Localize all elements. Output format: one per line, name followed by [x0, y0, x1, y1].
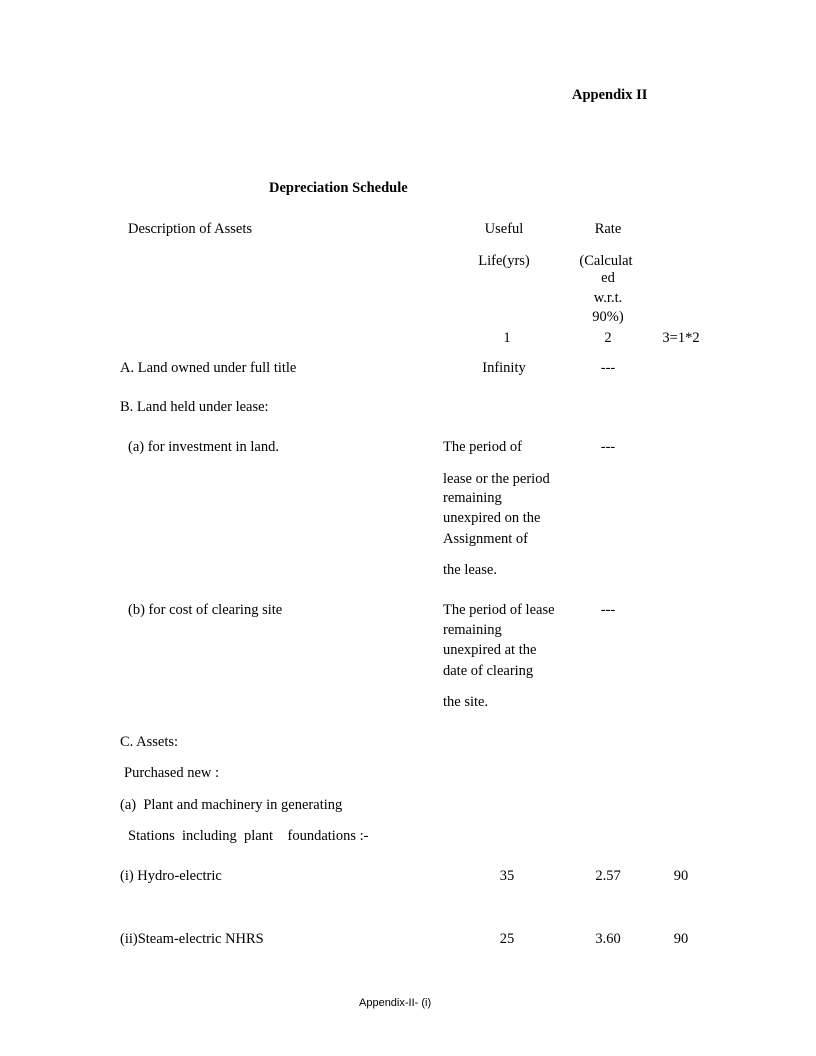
row-a-life: Infinity [482, 360, 526, 376]
appendix-title: Appendix II [572, 87, 648, 103]
row-bb-life-5: the site. [443, 694, 489, 710]
row-bb-life-4: date of clearing [443, 663, 534, 679]
row-ba-life-4: unexpired on the [443, 510, 541, 526]
row-bb-life-1: The period of lease [443, 602, 555, 618]
row-ba-life-3: remaining [443, 490, 502, 506]
row-a-rate: --- [600, 360, 616, 376]
row-ba-label: (a) for investment in land. [128, 439, 279, 455]
row-c-i-total: 90 [673, 868, 689, 884]
header-useful: Useful [484, 221, 524, 237]
row-ba-rate: --- [600, 439, 616, 455]
header-rate-line3: ed [601, 270, 615, 286]
row-c-i-label: (i) Hydro-electric [120, 868, 222, 884]
row-c-ii-total: 90 [673, 931, 689, 947]
row-ba-life-5: Assignment of [443, 531, 528, 547]
header-col-2: 2 [604, 330, 612, 346]
row-bb-life-3: unexpired at the [443, 642, 537, 658]
row-c-i-rate: 2.57 [595, 868, 621, 884]
header-life: Life(yrs) [478, 253, 530, 269]
header-col-3: 3=1*2 [662, 330, 700, 346]
row-ba-life-1: The period of [443, 439, 522, 455]
row-c-a-line2: Stations including plant foundations :- [128, 828, 369, 844]
row-c-label: C. Assets: [120, 734, 179, 750]
row-ba-life-6: the lease. [443, 562, 497, 578]
row-c-a-line1: (a) Plant and machinery in generating [120, 797, 343, 813]
row-a-label: A. Land owned under full title [120, 360, 297, 376]
row-ba-life-2: lease or the period [443, 471, 550, 487]
schedule-title: Depreciation Schedule [269, 180, 408, 196]
header-description: Description of Assets [128, 221, 253, 237]
header-col-1: 1 [503, 330, 511, 346]
row-bb-rate: --- [600, 602, 616, 618]
header-rate: Rate [594, 221, 622, 237]
row-c-ii-label: (ii)Steam-electric NHRS [120, 931, 264, 947]
row-c-ii-rate: 3.60 [595, 931, 621, 947]
row-bb-label: (b) for cost of clearing site [128, 602, 283, 618]
page-footer: Appendix-II- (i) [359, 997, 432, 1009]
row-bb-life-2: remaining [443, 622, 502, 638]
header-rate-line4: w.r.t. [593, 290, 623, 306]
header-rate-line2: (Calculat [579, 253, 633, 269]
row-b-label: B. Land held under lease: [120, 399, 269, 415]
header-rate-line5: 90%) [592, 309, 624, 325]
row-c-ii-life: 25 [499, 931, 515, 947]
row-c-i-life: 35 [499, 868, 515, 884]
row-c-purchased: Purchased new : [124, 765, 220, 781]
